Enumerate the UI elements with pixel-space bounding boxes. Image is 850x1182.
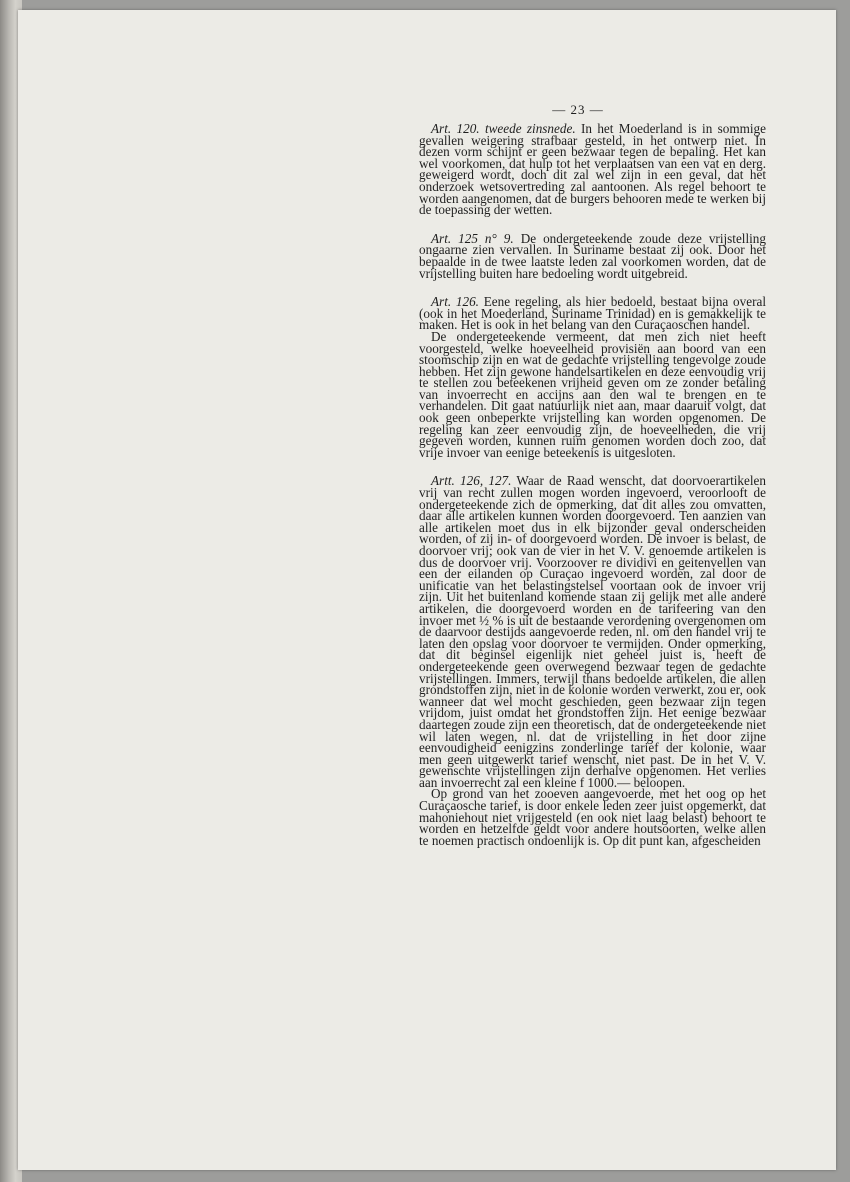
article-ref: Art. 126.: [431, 294, 479, 310]
paragraph-text: Op grond van het zooeven aangevoerde, met het oog op het Curaçaosche tarief, is door enkele leden zeer juist opgemerkt, dat mahoniehout niet vrijgesteld (en ook niet laag belast) behoort te worden en hetzelfde geldt voor andere houtsoorten, welke allen te noemen practisch ondoenlijk is. Op dit punt kan, afgescheiden: [419, 786, 766, 848]
paragraph-art-120: [419, 123, 766, 216]
article-ref: Art. 125 n° 9.: [431, 230, 514, 246]
paragraph-provisions: [419, 328, 766, 460]
paragraph-mahogany: [419, 788, 766, 846]
page-number: — 23 —: [552, 102, 604, 117]
paragraph-art-125: [419, 230, 766, 281]
paragraph-text: De ondergeteekende zoude deze vrijstelling ongaarne zien vervallen. In Suriname bestaat zij ook. Door het bepaalde in de twee laatste leden zal voorkomen worden, dat de vrijstelling buiten hare bedoeling wordt uitgebreid.: [419, 230, 766, 281]
article-ref: Art. 120. tweede zinsnede.: [431, 121, 576, 136]
article-ref: Artt. 126, 127.: [431, 473, 512, 489]
text-column: [419, 123, 766, 846]
paragraph-text: In het Moederland is in sommige gevallen weigering strafbaar gesteld, in het ontwerp niet. In dezen vorm schijnt er geen bezwaar tegen de bepaling. Het kan wel voorkomen, dat hulp tot het verplaatsen van een vat en derg. geweigerd wordt, doch dit zal wel zijn in een geval, dat het onderzoek wetsovertreding zal aantoonen. Als regel behoort te worden aangenomen, dat de burgers behooren mede te werken bij de toepassing der wetten.: [419, 121, 767, 218]
paragraph-art-126: [419, 296, 766, 331]
paragraph-text: Waar de Raad wenscht, dat doorvoerartikelen vrij van recht zullen mogen worden ingevoerd, veroorlooft de ondergeteekende zich de opmerking, dat dit alles zou omvatten, daar alle artikelen kunnen worden doorgevoerd. Ten aanzien van alle artikelen moet dus in elk bijzonder geval onderscheiden worden, of zij in- of doorgevoerd worden. De invoer is belast, de doorvoer vrij; ook van de vier in het V. V. genoemde artikelen is dus de doorvoer vrij. Voorzoover re dividivi en geitenvellen van een der eilanden op Curaçao ingevoerd worden, zal door de unificatie van het belastingstelsel voortaan ook de invoer vrij zijn. Uit het buitenland komende staan zij gelijk met alle andere artikelen, die doorgevoerd worden en de tarifeering van den invoer met ½ % is uit de bestaande verordening overgenomen om de daarvoor destijds aangevoerde reden, nl. om den handel vrij te laten den opslag voor doorvoer te vermijden. Onder opmerking, dat dit beginsel eigenlijk niet geheel juist is, heeft de ondergeteekende geen overwegend bezwaar tegen de gedachte vrijstellingen. Immers, terwijl thans bedoelde artikelen, die allen grondstoffen zijn, niet in de kolonie worden verwerkt, zou er, ook wanneer dat wel mocht geschieden, geen bezwaar zijn tegen vrijdom, juist omdat het grondstoffen zijn. Het eenige bezwaar daartegen zoude zijn een theoretisch, dat de ondergeteekende niet wil laten wegen, nl. dat de vrijstelling in het door zijne eenvoudigheid eenigzins zonderlinge tarief der kolonie, waar men geen uitgewerkt tarief wenscht, niet past. De in het V. V. gewenschte vrijstellingen zijn derhalve opgenomen. Het verlies aan invoerrecht zal een kleine f 1000.— beloopen.: [419, 473, 766, 790]
paragraph-artt-126-127: [419, 475, 766, 788]
paragraph-text: Eene regeling, als hier bedoeld, bestaat bijna overal (ook in het Moederland, Suriname Trinidad) en is gemakkelijk te maken. Het is ook in het belang van den Curaçaoschen handel.: [419, 294, 766, 333]
paragraph-text: De ondergeteekende vermeent, dat men zich niet heeft voorgesteld, welke hoeveelheid provisiën aan boord van een stoomschip zijn en wat de gedachte vrijstelling tengevolge zoude hebben. Het zijn gewone handelsartikelen en deze eenvoudig vrij te stellen zou beteekenen vrijheid geven om ze zonder betaling van invoerrecht en accijns aan den wal te brengen en te verhandelen. Dit gaat natuurlijk niet aan, maar daaruit volgt, dat ook geen onbeperkte vrijstelling kan worden opgenomen. De regeling kan zeer eenvoudig zijn, de hoeveelheden, die vrij gegeven worden, kunnen ruim genomen worden doch zoo, dat vrije invoer van eenige beteekenis is uitgesloten.: [419, 328, 766, 460]
